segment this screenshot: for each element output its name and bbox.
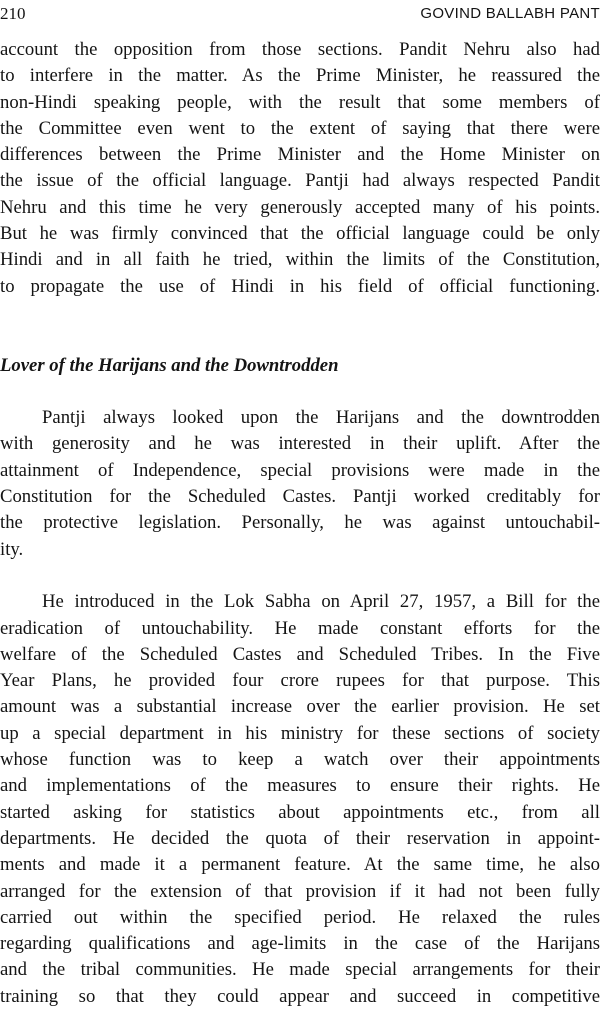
text-line: Year Plans, he provided four crore rupees for that purpose. This [0,670,600,692]
paragraph-gap [0,563,600,589]
text-line: attainment of Independence, special provisions were made in the [0,459,600,481]
paragraph-gap [0,379,600,405]
text-line: up a special department in his ministry for these sections of society [0,722,600,744]
text-line: account the opposition from those sections. Pandit Nehru also had [0,39,600,60]
paragraph-official-language [0,37,600,300]
text-line: to interfere in the matter. As the Prime Minister, he reassured the [0,65,600,87]
paragraph-untouchability-bill [0,589,600,1010]
text-line: started asking for statistics about appointments etc., from all [0,801,600,823]
paragraph-gap [0,300,600,326]
text-line: He introduced in the Lok Sabha on April 27, 1957, a Bill for the [42,591,600,613]
text-line: Hindi and in all faith he tried, within the limits of the Constitution, [0,249,600,271]
body-text [0,37,600,1010]
text-line: arranged for the extension of that provision if it had not been fully [0,880,600,902]
text-line: training so that they could appear and succeed in competitive [0,985,600,1007]
text-line: Nehru and this time he very generously accepted many of his points. [0,196,600,218]
paragraph-harijans [0,405,600,563]
text-line: Pantji always looked upon the Harijans and the downtrodden [42,407,600,429]
book-title: GOVIND BALLABH PANT [420,5,600,22]
text-line: regarding qualifications and age-limits in the case of the Harijans [0,933,600,955]
text-line: with generosity and he was interested in their uplift. After the [0,433,600,455]
text-line: differences between the Prime Minister and the Home Minister on [0,144,600,166]
text-line: amount was a substantial increase over the earlier provision. He set [0,696,600,718]
paragraph-gap [0,326,600,352]
text-line: the Committee even went to the extent of saying that there were [0,117,600,139]
text-line: carried out within the specified period. He relaxed the rules [0,906,600,928]
text-line: non-Hindi speaking people, with the result that some members of [0,91,600,113]
running-header [0,3,600,25]
text-line: eradication of untouchability. He made constant efforts for the [0,617,600,639]
text-line: welfare of the Scheduled Castes and Scheduled Tribes. In the Five [0,643,600,665]
text-line: But he was firmly convinced that the official language could be only [0,223,600,245]
text-line: the issue of the official language. Pantji had always respected Pandit [0,170,600,192]
text-line: ments and made it a permanent feature. At the same time, he also [0,854,600,876]
text-line: to propagate the use of Hindi in his field of official functioning. [0,275,600,297]
text-line: and implementations of the measures to ensure their rights. He [0,775,600,797]
section-heading: Lover of the Harijans and the Downtrodden [0,354,339,376]
text-line: and the tribal communities. He made special arrangements for their [0,959,600,981]
text-line: the protective legislation. Personally, he was against untouchabil- [0,512,600,534]
text-line: departments. He decided the quota of their reservation in appoint- [0,827,600,849]
text-line: whose function was to keep a watch over their appointments [0,749,600,771]
text-line: Constitution for the Scheduled Castes. Pantji worked creditably for [0,486,600,508]
text-line: ity. [0,538,24,560]
page-number: 210 [0,4,26,23]
